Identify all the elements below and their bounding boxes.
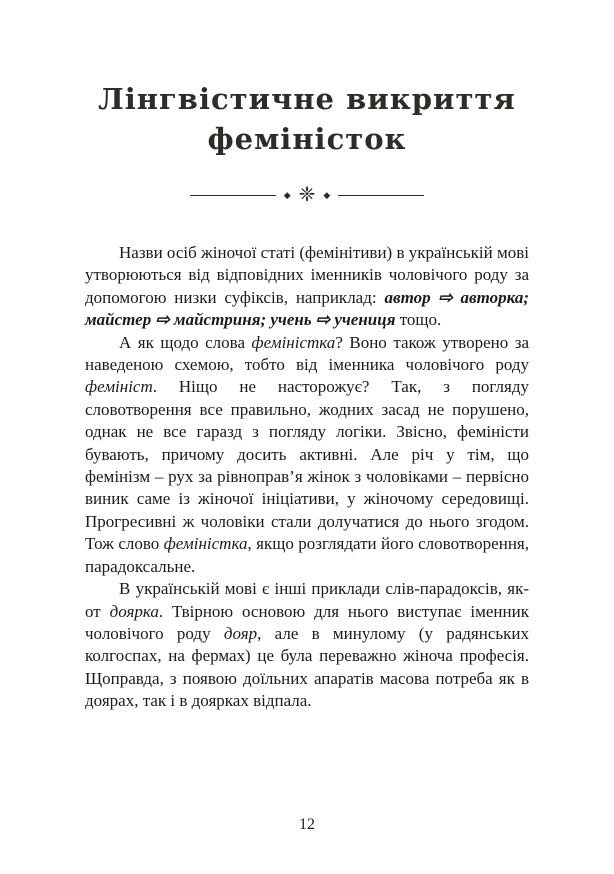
text-run: феміністка (251, 332, 336, 352)
divider-diamond-right-icon: ◆ (323, 189, 331, 200)
text-run: дояр (223, 623, 258, 643)
text-run: фемініст (85, 377, 153, 397)
text-run: феміністка (163, 534, 248, 554)
text-run: А як щодо слова (119, 332, 252, 352)
text-run: ? Воно також утворено за наведеною схемою, тобто від іменника чоловічого роду (85, 332, 529, 375)
paragraph (85, 332, 529, 578)
text-run: . Твірною основою для нього виступає іменник чоловічого роду (85, 601, 529, 643)
section-divider (0, 185, 614, 205)
text-run: доярка (109, 601, 159, 621)
divider-rule-right (338, 195, 424, 196)
text-run: Назви осіб жіночої статі (фемінітиви) в українській мові утворюються від відповідних іменників чоловічого роду за допомогою низки суфіксів, наприклад: (85, 243, 529, 307)
text-run: , але в минулому (у радянських колгоспах, на фермах) це була переважно жіноча професія. Щоправда, з появою доїльних апаратів масова потреба як в доярах, так і в доярках відпала. (85, 623, 529, 711)
text-run: В українській мові є інші приклади слів-парадоксів, як-от (85, 579, 529, 621)
page-number: 12 (299, 816, 315, 833)
paragraph (85, 578, 529, 712)
text-run: , якщо розглядати його словотворення, парадоксальне. (85, 534, 529, 576)
page-title-line-1: Лінгвістичне викриття (98, 82, 516, 117)
divider-rule-left (190, 195, 276, 196)
divider-diamond-left-icon: ◆ (283, 189, 291, 200)
text-run: автор ⇨ авторка; майстер ⇨ майстриня; учень ⇨ учениця (85, 287, 529, 330)
fleuron-ornament-icon: ❈ (298, 184, 316, 207)
text-run: . Ніщо не насторожує? Так, з погляду словотворення все правильно, жодних засад не порушено, однак не все гаразд з погляду логіки. Звісно, феміністи бувають, причому досить активні. Але річ у тім, що фемінізм – рух за рівноправ’я жінок з чоловіками – первісно виник саме із жіночої ініціативи, у жіночому середовищі. Прогресивні ж чоловіки стали долучатися до нього згодом. Тож слово (85, 377, 529, 554)
page-title-line-2: феміністок (207, 122, 407, 157)
paragraph (85, 242, 529, 332)
body-text (85, 242, 529, 713)
page-title (0, 19, 614, 159)
text-run: тощо. (395, 310, 442, 330)
